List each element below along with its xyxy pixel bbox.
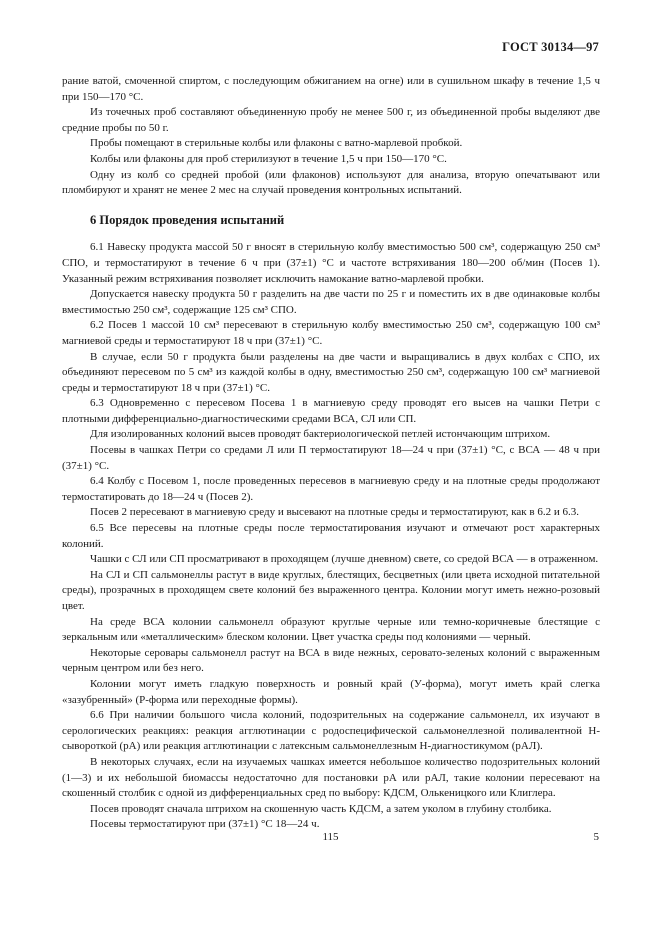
section-paragraphs	[62, 240, 600, 833]
paragraph: Из точечных проб составляют объединенную пробу не менее 500 г, из объединенной пробы выделяют две средние пробы по 50 г.	[62, 106, 600, 134]
intro-paragraphs	[62, 74, 600, 199]
paragraph: Колбы или флаконы для проб стерилизуют в течение 1,5 ч при 150—170 °С.	[90, 152, 447, 165]
document-id-header: ГОСТ 30134—97	[502, 40, 599, 54]
paragraph: Посев 2 пересевают в магниевую среду и высевают на плотные среды и термостатируют, как в 6.2 и 6.3.	[90, 506, 579, 519]
paragraph: В случае, если 50 г продукта были разделены на две части и выращивались в двух колбах с СПО, их объединяют пересевом по 5 см³ из каждой колбы в одну, вместимостью 250 см³, содержащую 100 см³ магниевой среды и термостатируют 18 ч при (37±1) °С.	[62, 350, 600, 394]
paragraph: 6.4 Колбу с Посевом 1, после проведенных пересевов в магниевую среду и на плотные среды продолжают термостатировать до 18—24 ч (Посев 2).	[62, 475, 600, 503]
section-heading: 6 Порядок проведения испытаний	[90, 212, 285, 227]
folio-number: 115	[322, 831, 339, 843]
paragraph: 6.1 Навеску продукта массой 50 г вносят в стерильную колбу вместимостью 500 см³, содержащую 250 см³ СПО, и термостатируют в течение 6 ч при (37±1) °С и частоте встряхивания 180—200 об/мин (Посев 1). Указанный режим встряхивания позволяет исключить намокание ватно-марлевой пробки.	[62, 241, 600, 285]
paragraph: Некоторые серовары сальмонелл растут на ВСА в виде нежных, серовато-зеленых колоний с выраженным черным центром или без него.	[62, 646, 600, 675]
paragraph: 6.6 При наличии большого числа колоний, подозрительных на содержание сальмонелл, их изучают в серологических реакциях: реакция агглютинации с родоспецифической сальмонеллезной поливалентной Н-сывороткой (рА) или реакция агглютинации с латексным сальмонеллезным Н-диагностикумом (рАЛ).	[62, 709, 600, 753]
page-number: 5	[593, 831, 599, 843]
paragraph: 6.3 Одновременно с пересевом Посева 1 в магниевую среду проводят его высев на чашки Петри с плотными дифференциально-диагностическими средами ВСА, СЛ или СП.	[62, 397, 600, 425]
paragraph: Посев проводят сначала штрихом на скошенную часть КДСМ, а затем уколом в глубину столбика.	[90, 802, 552, 815]
paragraph: Посевы в чашках Петри со средами Л или П термостатируют 18—24 ч при (37±1) °С, с ВСА — 48 ч при (37±1) °С.	[62, 444, 600, 472]
paragraph: Допускается навеску продукта 50 г разделить на две части по 25 г и поместить их в две одинаковые колбы вместимостью 250 см³, содержащие 125 см³ СПО.	[62, 288, 600, 316]
paragraph: Пробы помещают в стерильные колбы или флаконы с ватно-марлевой пробкой.	[90, 137, 463, 150]
paragraph: На СЛ и СП сальмонеллы растут в виде круглых, блестящих, бесцветных (или цвета исходной питательной среды), прозрачных в проходящем свете колоний без выраженного центра. Колонии могут иметь нежно-розовый цвет.	[62, 568, 600, 612]
document-body	[62, 74, 600, 833]
paragraph: 6.5 Все пересевы на плотные среды после термостатирования изучают и отмечают рост характерных колоний.	[62, 522, 600, 550]
paragraph: Чашки с СЛ или СП просматривают в проходящем (лучше дневном) свете, со средой ВСА — в отраженном.	[90, 553, 599, 566]
paragraph: Колонии могут иметь гладкую поверхность и ровный край (У-форма), могут иметь край слегка «зазубренный» (Р-форма или переходные формы).	[62, 677, 600, 706]
paragraph: На среде ВСА колонии сальмонелл образуют круглые черные или темно-коричневые блестящие с зеркальным или «металлическим» блеском колонии. Цвет участка среды под колониями — черный.	[62, 615, 600, 644]
paragraph: 6.2 Посев 1 массой 10 см³ пересевают в стерильную колбу вместимостью 250 см³, содержащую 100 см³ магниевой среды и термостатируют 18 ч при (37±1) °С.	[62, 319, 600, 347]
paragraph: В некоторых случаях, если на изучаемых чашках имеется небольшое количество подозрительных колоний (1—3) и их небольшой биомассы недостаточно для постановки рА или рАЛ, такие колонии пересевают на скошенный столбик с одной из дифференциальных сред по выбору: КДСМ, Олькеницкого или Клиглера.	[62, 755, 600, 800]
paragraph: Посевы термостатируют при (37±1) °С 18—24 ч.	[90, 818, 320, 831]
paragraph: Для изолированных колоний высев проводят бактериологической петлей истончающим штрихом.	[90, 428, 551, 441]
paragraph: Одну из колб со средней пробой (или флаконов) используют для анализа, вторую опечатывают или пломбируют и хранят не менее 2 мес на случай проведения контрольных испытаний.	[62, 168, 600, 197]
paragraph: рание ватой, смоченной спиртом, с последующим обжиганием на огне) или в сушильном шкафу в течение 1,5 ч при 150—170 °С.	[62, 75, 600, 103]
